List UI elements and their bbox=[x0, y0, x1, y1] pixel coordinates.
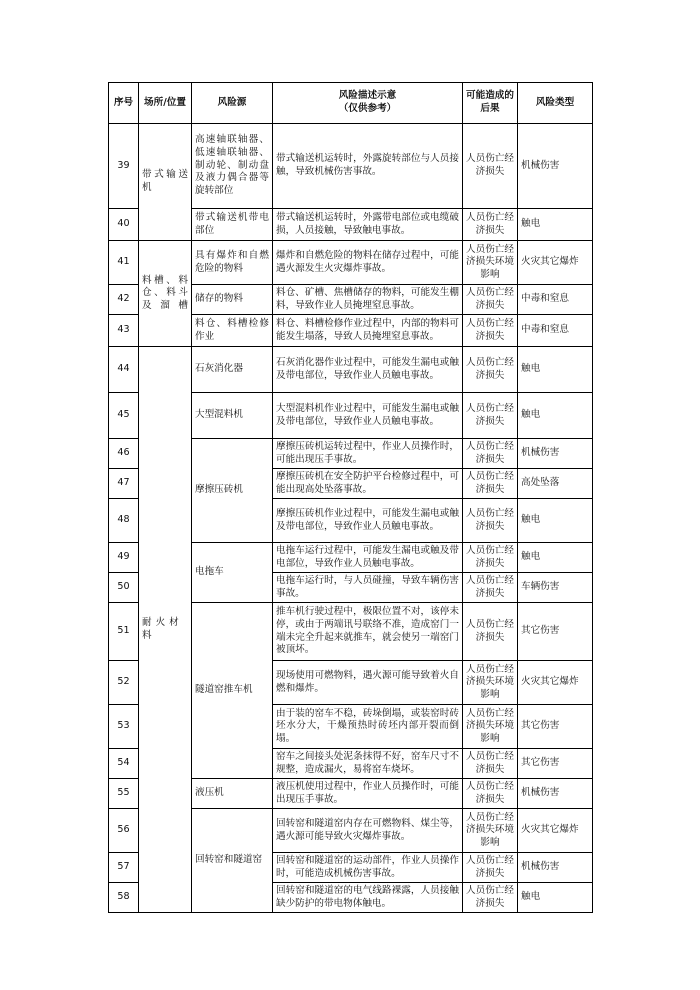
row-type: 触电 bbox=[518, 347, 593, 393]
place-cell: 耐火材料 bbox=[139, 347, 192, 913]
table-header-row bbox=[109, 83, 593, 124]
row-consequence: 人员伤亡经济损失 bbox=[463, 393, 518, 439]
source-cell: 隧道窑推车机 bbox=[192, 603, 273, 779]
row-type: 机械伤害 bbox=[518, 779, 593, 809]
source-cell: 电拖车 bbox=[192, 543, 273, 603]
table-row bbox=[109, 347, 593, 393]
row-consequence: 人员伤亡经济损失 bbox=[463, 883, 518, 913]
row-type: 其它伤害 bbox=[518, 749, 593, 779]
row-desc: 料仓、料槽检修作业过程中，内部的物料可能发生塌落，导致人员掩埋窒息事故。 bbox=[273, 315, 463, 347]
row-no: 44 bbox=[109, 347, 139, 393]
row-type: 触电 bbox=[518, 209, 593, 241]
row-type: 触电 bbox=[518, 543, 593, 573]
row-desc: 摩擦压砖机在安全防护平台检修过程中，可能出现高处坠落事故。 bbox=[273, 469, 463, 499]
row-desc: 推车机行驶过程中，极限位置不对，该停未停，或由于两端讯号联络不准，造成窑门一端未完全升起来就推车，就会使另一端窑门被顶坏。 bbox=[273, 603, 463, 661]
source-cell: 摩擦压砖机 bbox=[192, 439, 273, 543]
header-desc-line1: 风险描述示意 bbox=[338, 90, 397, 102]
row-type: 触电 bbox=[518, 883, 593, 913]
row-desc: 窑车之间接头处泥条抹得不好，窑车尺寸不规整，造成漏火，易将窑车烧坏。 bbox=[273, 749, 463, 779]
source-cell: 石灰消化器 bbox=[192, 347, 273, 393]
row-consequence: 人员伤亡经济损失 bbox=[463, 439, 518, 469]
header-description bbox=[273, 83, 463, 124]
row-consequence: 人员伤亡经济损失 bbox=[463, 573, 518, 603]
row-consequence: 人员伤亡经济损失 bbox=[463, 285, 518, 315]
row-type: 机械伤害 bbox=[518, 439, 593, 469]
row-desc: 带式输送机运转时，外露旋转部位与人员接触，导致机械伤害事故。 bbox=[273, 124, 463, 209]
row-desc: 液压机使用过程中，作业人员操作时，可能出现压手事故。 bbox=[273, 779, 463, 809]
row-no: 49 bbox=[109, 543, 139, 573]
row-no: 51 bbox=[109, 603, 139, 661]
source-cell: 料仓、料槽检修作业 bbox=[192, 315, 273, 347]
row-desc: 带式输送机运转时，外露带电部位或电缆破损，人员接触，导致触电事故。 bbox=[273, 209, 463, 241]
row-consequence: 人员伤亡经济损失环境影响 bbox=[463, 705, 518, 749]
row-no: 47 bbox=[109, 469, 139, 499]
source-cell: 高速轴联轴器、低速轴联轴器、制动轮、制动盘及液力偶合器等旋转部位 bbox=[192, 124, 273, 209]
row-no: 58 bbox=[109, 883, 139, 913]
row-no: 57 bbox=[109, 853, 139, 883]
row-no: 46 bbox=[109, 439, 139, 469]
row-no: 48 bbox=[109, 499, 139, 543]
source-cell: 具有爆炸和自燃危险的物料 bbox=[192, 241, 273, 285]
row-no: 45 bbox=[109, 393, 139, 439]
row-consequence: 人员伤亡经济损失 bbox=[463, 315, 518, 347]
header-consequence: 可能造成的后果 bbox=[463, 83, 518, 124]
row-type: 火灾其它爆炸 bbox=[518, 661, 593, 705]
row-desc: 回转窑和隧道窑的电气线路裸露，人员接触缺少防护的带电物体触电。 bbox=[273, 883, 463, 913]
source-cell: 带式输送机带电部位 bbox=[192, 209, 273, 241]
place-cell: 料槽、料仓、料斗及溜槽 bbox=[139, 241, 192, 347]
row-desc: 现场使用可燃物料，遇火源可能导致着火自燃和爆炸。 bbox=[273, 661, 463, 705]
header-place: 场所/位置 bbox=[139, 83, 192, 124]
row-consequence: 人员伤亡经济损失环境影响 bbox=[463, 661, 518, 705]
row-desc: 摩擦压砖机运转过程中，作业人员操作时，可能出现压手事故。 bbox=[273, 439, 463, 469]
row-desc: 大型混料机作业过程中，可能发生漏电或触及带电部位，导致作业人员触电事故。 bbox=[273, 393, 463, 439]
row-type: 触电 bbox=[518, 393, 593, 439]
row-consequence: 人员伤亡经济损失 bbox=[463, 124, 518, 209]
header-type: 风险类型 bbox=[518, 83, 593, 124]
row-type: 其它伤害 bbox=[518, 705, 593, 749]
row-no: 52 bbox=[109, 661, 139, 705]
row-type: 机械伤害 bbox=[518, 124, 593, 209]
table-row bbox=[109, 241, 593, 285]
row-consequence: 人员伤亡经济损失 bbox=[463, 347, 518, 393]
row-no: 41 bbox=[109, 241, 139, 285]
row-type: 火灾其它爆炸 bbox=[518, 241, 593, 285]
row-consequence: 人员伤亡经济损失 bbox=[463, 779, 518, 809]
header-desc-line2: （仅供参考） bbox=[338, 103, 397, 114]
row-no: 42 bbox=[109, 285, 139, 315]
row-no: 39 bbox=[109, 124, 139, 209]
source-cell: 大型混料机 bbox=[192, 393, 273, 439]
source-cell: 储存的物料 bbox=[192, 285, 273, 315]
source-cell: 回转窑和隧道窑 bbox=[192, 809, 273, 913]
row-consequence: 人员伤亡经济损失环境影响 bbox=[463, 241, 518, 285]
table-row bbox=[109, 124, 593, 209]
row-desc: 由于装的窑车不稳，砖垛倒塌，或装窑时砖坯水分大，干燥预热时砖坯内部开裂而倒塌。 bbox=[273, 705, 463, 749]
row-desc: 电拖车运行过程中，可能发生漏电或触及带电部位，导致作业人员触电事故。 bbox=[273, 543, 463, 573]
row-consequence: 人员伤亡经济损失 bbox=[463, 499, 518, 543]
row-consequence: 人员伤亡经济损失 bbox=[463, 469, 518, 499]
row-consequence: 人员伤亡经济损失 bbox=[463, 853, 518, 883]
row-consequence: 人员伤亡经济损失环境影响 bbox=[463, 809, 518, 853]
row-type: 中毒和窒息 bbox=[518, 315, 593, 347]
row-no: 54 bbox=[109, 749, 139, 779]
row-type: 触电 bbox=[518, 499, 593, 543]
row-consequence: 人员伤亡经济损失 bbox=[463, 543, 518, 573]
row-desc: 料仓、矿槽、焦槽储存的物料，可能发生棚料，导致作业人员掩埋窒息事故。 bbox=[273, 285, 463, 315]
row-consequence: 人员伤亡经济损失 bbox=[463, 209, 518, 241]
row-no: 53 bbox=[109, 705, 139, 749]
row-type: 车辆伤害 bbox=[518, 573, 593, 603]
row-type: 机械伤害 bbox=[518, 853, 593, 883]
header-source: 风险源 bbox=[192, 83, 273, 124]
row-type: 火灾其它爆炸 bbox=[518, 809, 593, 853]
row-desc: 石灰消化器作业过程中，可能发生漏电或触及带电部位，导致作业人员触电事故。 bbox=[273, 347, 463, 393]
row-consequence: 人员伤亡经济损失 bbox=[463, 749, 518, 779]
row-consequence: 人员伤亡经济损失 bbox=[463, 603, 518, 661]
row-no: 56 bbox=[109, 809, 139, 853]
row-desc: 回转窑和隧道窑内存在可燃物料、煤尘等，遇火源可能导致火灾爆炸事故。 bbox=[273, 809, 463, 853]
row-type: 其它伤害 bbox=[518, 603, 593, 661]
risk-table bbox=[108, 82, 593, 913]
row-desc: 电拖车运行时，与人员碰撞，导致车辆伤害事故。 bbox=[273, 573, 463, 603]
place-cell: 带式输送机 bbox=[139, 124, 192, 241]
row-no: 40 bbox=[109, 209, 139, 241]
row-desc: 爆炸和自燃危险的物料在储存过程中，可能遇火源发生火灾爆炸事故。 bbox=[273, 241, 463, 285]
row-desc: 摩擦压砖机作业过程中，可能发生漏电或触及带电部位，导致作业人员触电事故。 bbox=[273, 499, 463, 543]
row-type: 高处坠落 bbox=[518, 469, 593, 499]
row-no: 55 bbox=[109, 779, 139, 809]
row-no: 43 bbox=[109, 315, 139, 347]
row-desc: 回转窑和隧道窑的运动部件，作业人员操作时，可能造成机械伤害事故。 bbox=[273, 853, 463, 883]
source-cell: 液压机 bbox=[192, 779, 273, 809]
row-type: 中毒和窒息 bbox=[518, 285, 593, 315]
row-no: 50 bbox=[109, 573, 139, 603]
header-no: 序号 bbox=[109, 83, 139, 124]
